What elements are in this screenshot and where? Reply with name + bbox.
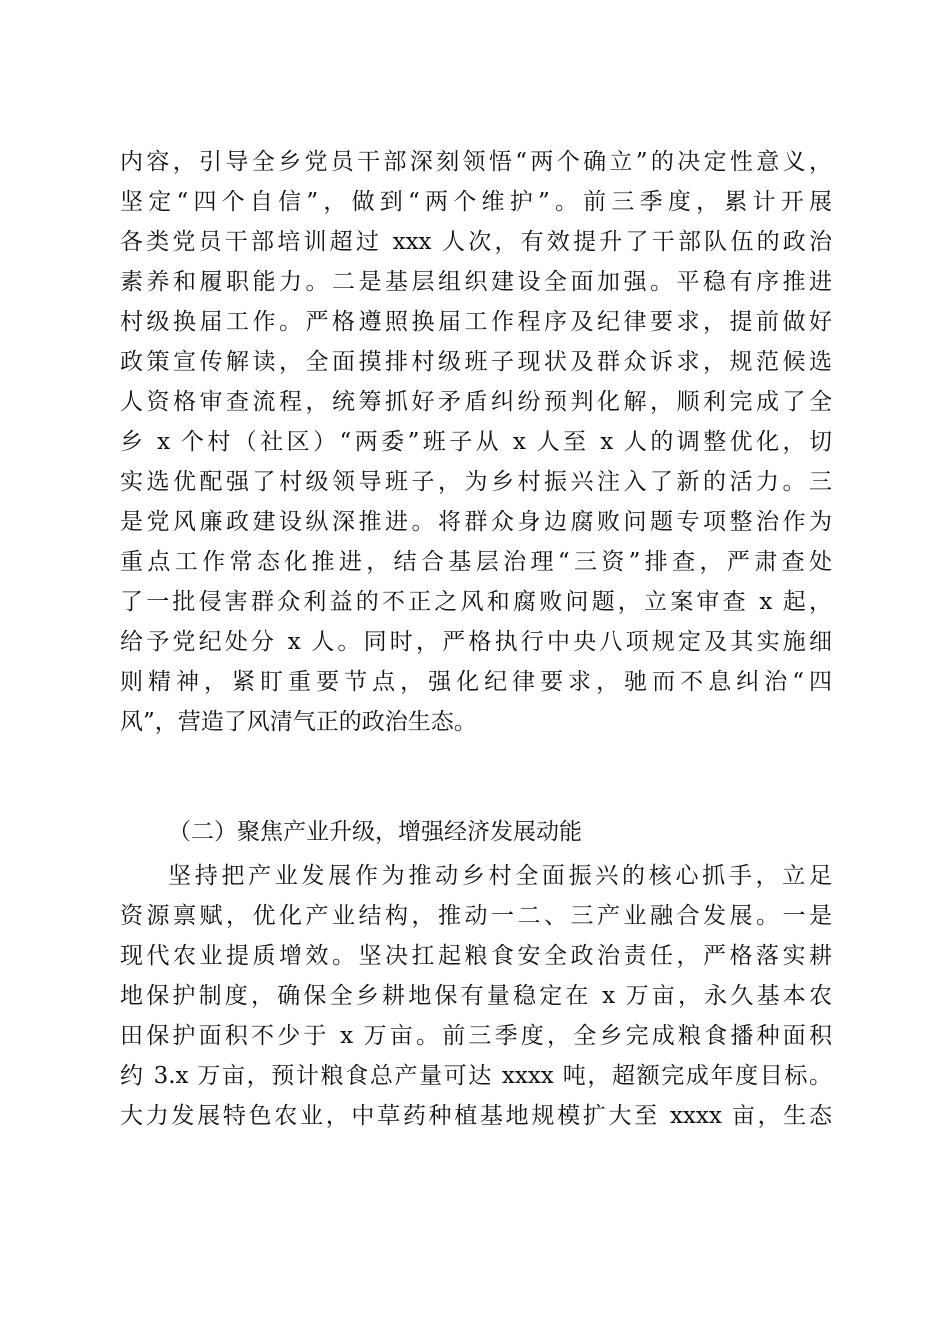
text-line: 内容，引导全乡党员干部深刻领悟“两个确立”的决定性意义， [120, 149, 832, 175]
text-line: 田保护面积不少于 x 万亩。前三季度，全乡完成粮食播种面积 [120, 1023, 832, 1049]
text-line: 政策宣传解读，全面摸排村级班子现状及群众诉求，规范候选 [120, 349, 832, 375]
text-line: 是党风廉政建设纵深推进。将群众身边腐败问题专项整治作为 [120, 509, 832, 535]
paragraph-industry-upgrade [120, 856, 832, 1136]
text-line: 人资格审查流程，统筹抓好矛盾纠纷预判化解，顺利完成了全 [120, 389, 832, 415]
text-line: 资源禀赋，优化产业结构，推动一二、三产业融合发展。一是 [120, 903, 832, 929]
text-line: 素养和履职能力。二是基层组织建设全面加强。平稳有序推进 [120, 269, 832, 295]
text-line: 村级换届工作。严格遵照换届工作程序及纪律要求，提前做好 [120, 309, 832, 335]
text-line: 乡 x 个村（社区）“两委”班子从 x 人至 x 人的调整优化，切 [120, 429, 832, 455]
text-line: 坚持把产业发展作为推动乡村全面振兴的核心抓手，立足 [168, 863, 832, 889]
text-line: 大力发展特色农业，中草药种植基地规模扩大至 xxxx 亩，生态 [120, 1103, 832, 1129]
text-line: 地保护制度，确保全乡耕地保有量稳定在 x 万亩，永久基本农 [120, 983, 832, 1009]
section-heading [120, 812, 832, 852]
text-line: 重点工作常态化推进，结合基层治理“三资”排查，严肃查处 [120, 549, 832, 575]
paragraph-party-building [120, 142, 832, 742]
text-line: 约 3.x 万亩，预计粮食总产量可达 xxxx 吨，超额完成年度目标。 [120, 1063, 832, 1089]
text-line: 各类党员干部培训超过 xxx 人次，有效提升了干部队伍的政治 [120, 229, 832, 255]
text-line: 给予党纪处分 x 人。同时，严格执行中央八项规定及其实施细 [120, 629, 832, 655]
text-line: 风”，营造了风清气正的政治生态。 [120, 709, 477, 735]
text-line: 现代农业提质增效。坚决扛起粮食安全政治责任，严格落实耕 [120, 943, 832, 969]
section-heading-text: （二）聚焦产业升级，增强经济发展动能 [168, 819, 582, 845]
text-line: 实选优配强了村级领导班子，为乡村振兴注入了新的活力。三 [120, 469, 832, 495]
text-line: 了一批侵害群众利益的不正之风和腐败问题，立案审查 x 起， [120, 589, 832, 615]
text-line: 坚定“四个自信”，做到“两个维护”。前三季度，累计开展 [120, 189, 832, 215]
text-line: 则精神，紧盯重要节点，强化纪律要求，驰而不息纠治“四 [120, 669, 832, 695]
